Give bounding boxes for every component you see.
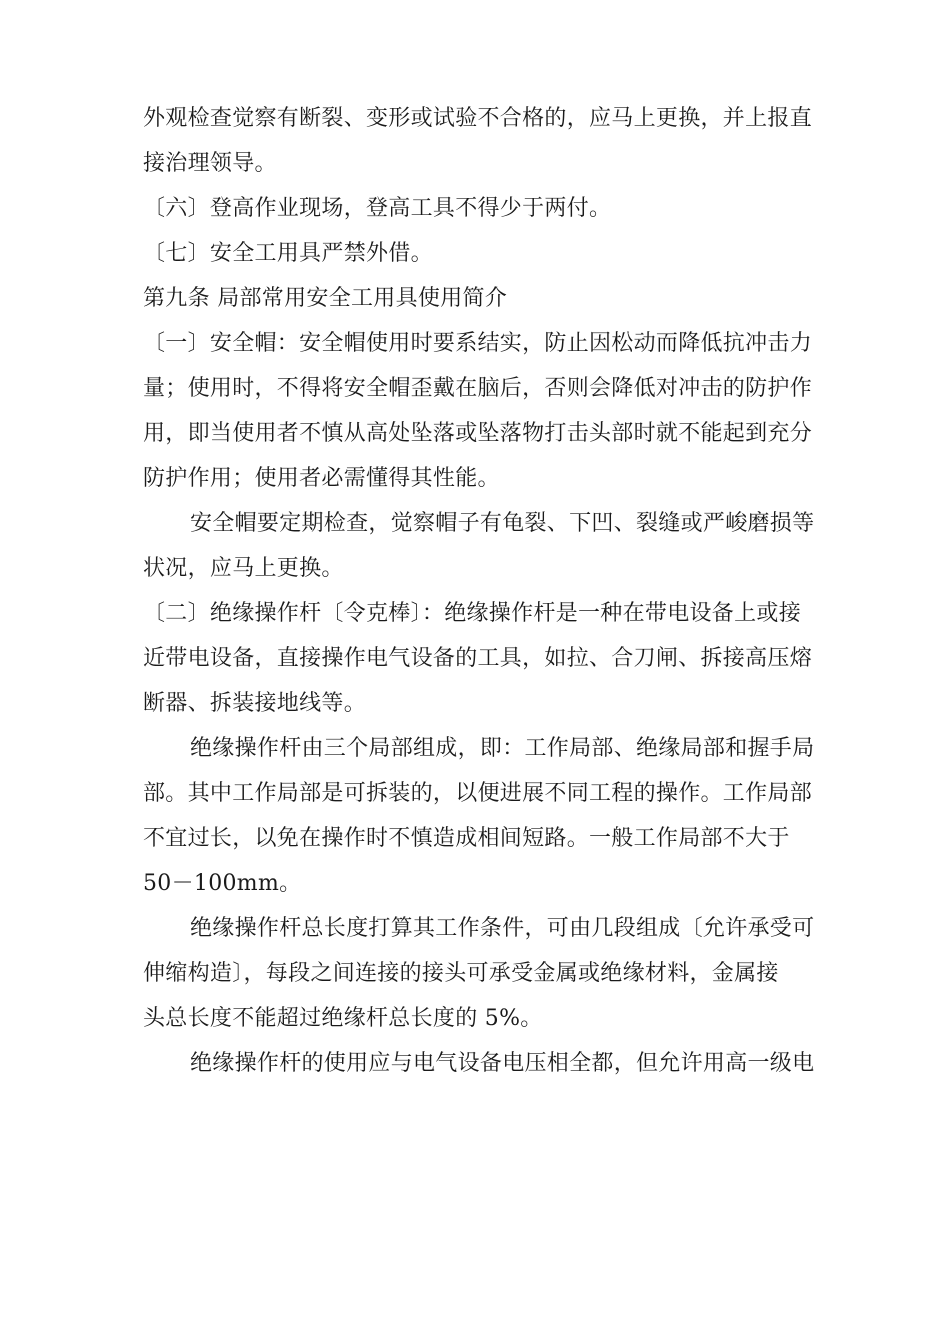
text-line-2: 接治理领导。: [143, 151, 277, 176]
text-line-1: 外观检查觉察有断裂、变形或试验不合格的，应马上更换，并上报直: [143, 106, 813, 131]
text-line-6: 〔一〕安全帽：安全帽使用时要系结实，防止因松动而降低抗冲击力: [143, 331, 813, 356]
text-line-21: 头总长度不能超过绝缘杆总长度的 5%。: [143, 1006, 543, 1031]
text-line-7: 量；使用时，不得将安全帽歪戴在脑后，否则会降低对冲击的防护作: [143, 376, 813, 401]
text-line-18: 50－100mm。: [143, 871, 302, 896]
section-heading: 第九条 局部常用安全工用具使用简介: [143, 286, 508, 311]
text-line-11: 状况，应马上更换。: [143, 556, 344, 581]
text-line-3: 〔六〕登高作业现场，登高工具不得少于两付。: [143, 196, 612, 221]
text-line-20: 伸缩构造〕，每段之间连接的接头可承受金属或绝缘材料，金属接: [143, 961, 779, 986]
text-line-19: 绝缘操作杆总长度打算其工作条件，可由几段组成〔允许承受可: [190, 916, 815, 941]
text-line-16: 部。其中工作局部是可拆装的，以便进展不同工程的操作。工作局部: [143, 781, 813, 806]
text-line-10: 安全帽要定期检查，觉察帽子有龟裂、下凹、裂缝或严峻磨损等: [190, 511, 815, 536]
text-line-17: 不宜过长，以免在操作时不慎造成相间短路。一般工作局部不大于: [143, 826, 790, 851]
text-line-12: 〔二〕绝缘操作杆〔令克棒〕：绝缘操作杆是一种在带电设备上或接: [143, 601, 802, 626]
text-line-14: 断器、拆装接地线等。: [143, 691, 367, 716]
text-line-8: 用，即当使用者不慎从高处坠落或坠落物打击头部时就不能起到充分: [143, 421, 813, 446]
text-line-9: 防护作用；使用者必需懂得其性能。: [143, 466, 500, 491]
text-line-15: 绝缘操作杆由三个局部组成，即：工作局部、绝缘局部和握手局: [190, 736, 815, 761]
text-line-4: 〔七〕安全工用具严禁外借。: [143, 241, 433, 266]
text-line-22: 绝缘操作杆的使用应与电气设备电压相全都，但允许用高一级电: [190, 1051, 815, 1076]
text-line-13: 近带电设备，直接操作电气设备的工具，如拉、合刀闸、拆接高压熔: [143, 646, 813, 671]
